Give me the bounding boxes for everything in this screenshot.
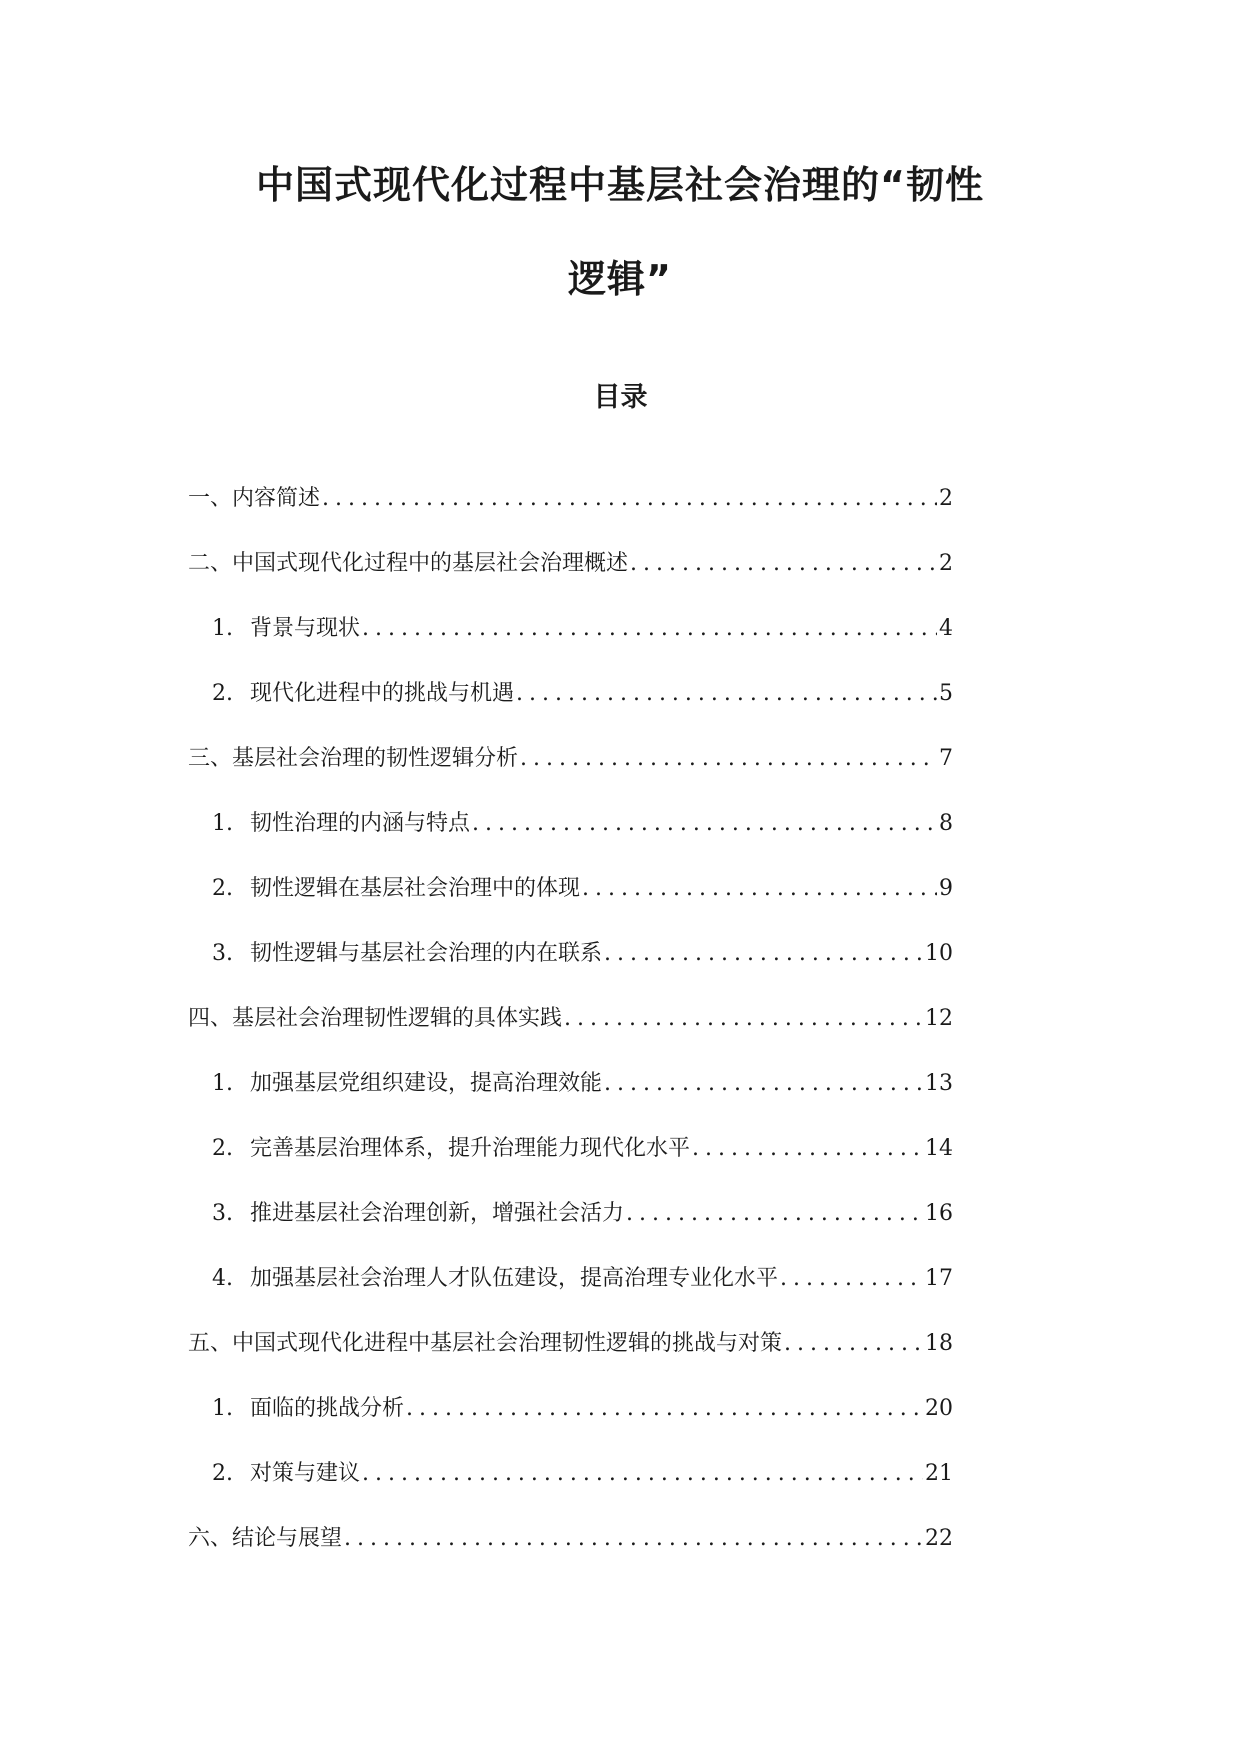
toc-entry-text: 六、结论与展望 xyxy=(188,1526,343,1551)
toc-entry-label xyxy=(212,1393,404,1425)
toc-entry[interactable] xyxy=(188,938,953,1003)
toc-entry-label xyxy=(212,1458,360,1490)
toc-entry[interactable] xyxy=(188,1198,953,1263)
toc-entry[interactable] xyxy=(188,1458,953,1523)
toc-dot-leader xyxy=(362,1458,923,1490)
toc-page-number: 2 xyxy=(939,551,953,576)
toc-entry-label xyxy=(188,1523,342,1555)
toc-dot-leader xyxy=(472,808,937,840)
toc-entry-label xyxy=(212,808,470,840)
toc-entry-text: 加强基层社会治理人才队伍建设，提高治理专业化水平 xyxy=(250,1266,779,1291)
toc-entry-text: 完善基层治理体系，提升治理能力现代化水平 xyxy=(250,1136,691,1161)
toc-entry-label xyxy=(212,873,580,905)
toc-entry[interactable] xyxy=(188,873,953,938)
toc-entry[interactable] xyxy=(188,808,953,873)
toc-dot-leader xyxy=(784,1328,923,1360)
toc-dot-leader xyxy=(406,1393,923,1425)
toc-page-number: 12 xyxy=(925,1006,953,1031)
toc-entry-number: 2. xyxy=(212,1461,233,1486)
toc-entry-label xyxy=(212,938,602,970)
toc-page-number: 18 xyxy=(925,1331,953,1356)
toc-entry-text: 韧性治理的内涵与特点 xyxy=(250,811,471,836)
toc-dot-leader xyxy=(630,548,937,580)
toc-dot-leader xyxy=(626,1198,923,1230)
toc-entry-number: 2. xyxy=(212,1136,233,1161)
toc-entry-text: 三、基层社会治理的韧性逻辑分析 xyxy=(188,746,519,771)
toc-entry-text: 现代化进程中的挑战与机遇 xyxy=(250,681,515,706)
toc-entry-text: 推进基层社会治理创新，增强社会活力 xyxy=(250,1201,625,1226)
toc-entry-text: 四、基层社会治理韧性逻辑的具体实践 xyxy=(188,1006,563,1031)
toc-dot-leader xyxy=(780,1263,923,1295)
toc-heading: 目录 xyxy=(593,382,648,413)
toc-entry[interactable] xyxy=(188,678,953,743)
toc-dot-leader xyxy=(604,1068,923,1100)
toc-entry-number: 1. xyxy=(212,811,233,836)
toc-page-number: 5 xyxy=(939,681,953,706)
toc-dot-leader xyxy=(692,1133,923,1165)
toc-page-number: 17 xyxy=(925,1266,953,1291)
document-title: 中国式现代化过程中基层社会治理的“韧性逻辑” xyxy=(256,163,984,301)
toc-entry-label xyxy=(212,1133,690,1165)
toc-dot-leader xyxy=(604,938,923,970)
toc-page-number: 13 xyxy=(925,1071,953,1096)
toc-entry-text: 一、内容简述 xyxy=(188,486,321,511)
toc-entry[interactable] xyxy=(188,1003,953,1068)
toc-entry-text: 二、中国式现代化过程中的基层社会治理概述 xyxy=(188,551,629,576)
toc-entry-text: 对策与建议 xyxy=(250,1461,361,1486)
toc-entry-label xyxy=(188,743,518,775)
toc-entry-label xyxy=(188,1003,562,1035)
toc-entry[interactable] xyxy=(188,1263,953,1328)
toc-page-number: 14 xyxy=(925,1136,953,1161)
toc-entry-number: 4. xyxy=(212,1266,233,1291)
toc-page-number: 2 xyxy=(939,486,953,511)
toc-entry[interactable] xyxy=(188,1133,953,1198)
toc-page-number: 21 xyxy=(925,1461,953,1486)
toc-entry-number: 1. xyxy=(212,1071,233,1096)
toc-dot-leader xyxy=(344,1523,923,1555)
toc-entry-number: 2. xyxy=(212,681,233,706)
toc-page-number: 10 xyxy=(925,941,953,966)
toc-entry-text: 面临的挑战分析 xyxy=(250,1396,405,1421)
toc-entry-number: 2. xyxy=(212,876,233,901)
toc-entry-number: 1. xyxy=(212,1396,233,1421)
toc-entry-text: 韧性逻辑在基层社会治理中的体现 xyxy=(250,876,581,901)
toc-entry-text: 五、中国式现代化进程中基层社会治理韧性逻辑的挑战与对策 xyxy=(188,1331,783,1356)
toc-page-number: 8 xyxy=(939,811,953,836)
toc-entry-label xyxy=(212,1263,778,1295)
toc-entry-label xyxy=(188,1328,782,1360)
toc-dot-leader xyxy=(362,613,937,645)
toc-entry-label xyxy=(212,613,360,645)
toc-entry-label xyxy=(212,1198,624,1230)
toc-page-number: 22 xyxy=(925,1526,953,1551)
toc-page-number: 7 xyxy=(939,746,953,771)
table-of-contents xyxy=(188,483,953,1588)
toc-entry-number: 1. xyxy=(212,616,233,641)
toc-entry-label xyxy=(188,483,320,515)
toc-entry[interactable] xyxy=(188,548,953,613)
toc-entry-text: 背景与现状 xyxy=(250,616,361,641)
toc-dot-leader xyxy=(516,678,937,710)
toc-entry[interactable] xyxy=(188,483,953,548)
toc-dot-leader xyxy=(322,483,937,515)
toc-page-number: 4 xyxy=(939,616,953,641)
toc-entry-text: 加强基层党组织建设，提高治理效能 xyxy=(250,1071,603,1096)
toc-page-number: 20 xyxy=(925,1396,953,1421)
toc-page-number: 16 xyxy=(925,1201,953,1226)
toc-entry-label xyxy=(212,678,514,710)
toc-dot-leader xyxy=(520,743,937,775)
toc-entry-number: 3. xyxy=(212,1201,233,1226)
toc-entry-text: 韧性逻辑与基层社会治理的内在联系 xyxy=(250,941,603,966)
toc-entry[interactable] xyxy=(188,1328,953,1393)
toc-entry-label xyxy=(188,548,628,580)
toc-entry-label xyxy=(212,1068,602,1100)
toc-dot-leader xyxy=(582,873,937,905)
toc-entry[interactable] xyxy=(188,1393,953,1458)
toc-entry[interactable] xyxy=(188,1523,953,1588)
toc-entry[interactable] xyxy=(188,1068,953,1133)
toc-entry-number: 3. xyxy=(212,941,233,966)
toc-entry[interactable] xyxy=(188,743,953,808)
toc-entry[interactable] xyxy=(188,613,953,678)
toc-page-number: 9 xyxy=(939,876,953,901)
toc-dot-leader xyxy=(564,1003,923,1035)
